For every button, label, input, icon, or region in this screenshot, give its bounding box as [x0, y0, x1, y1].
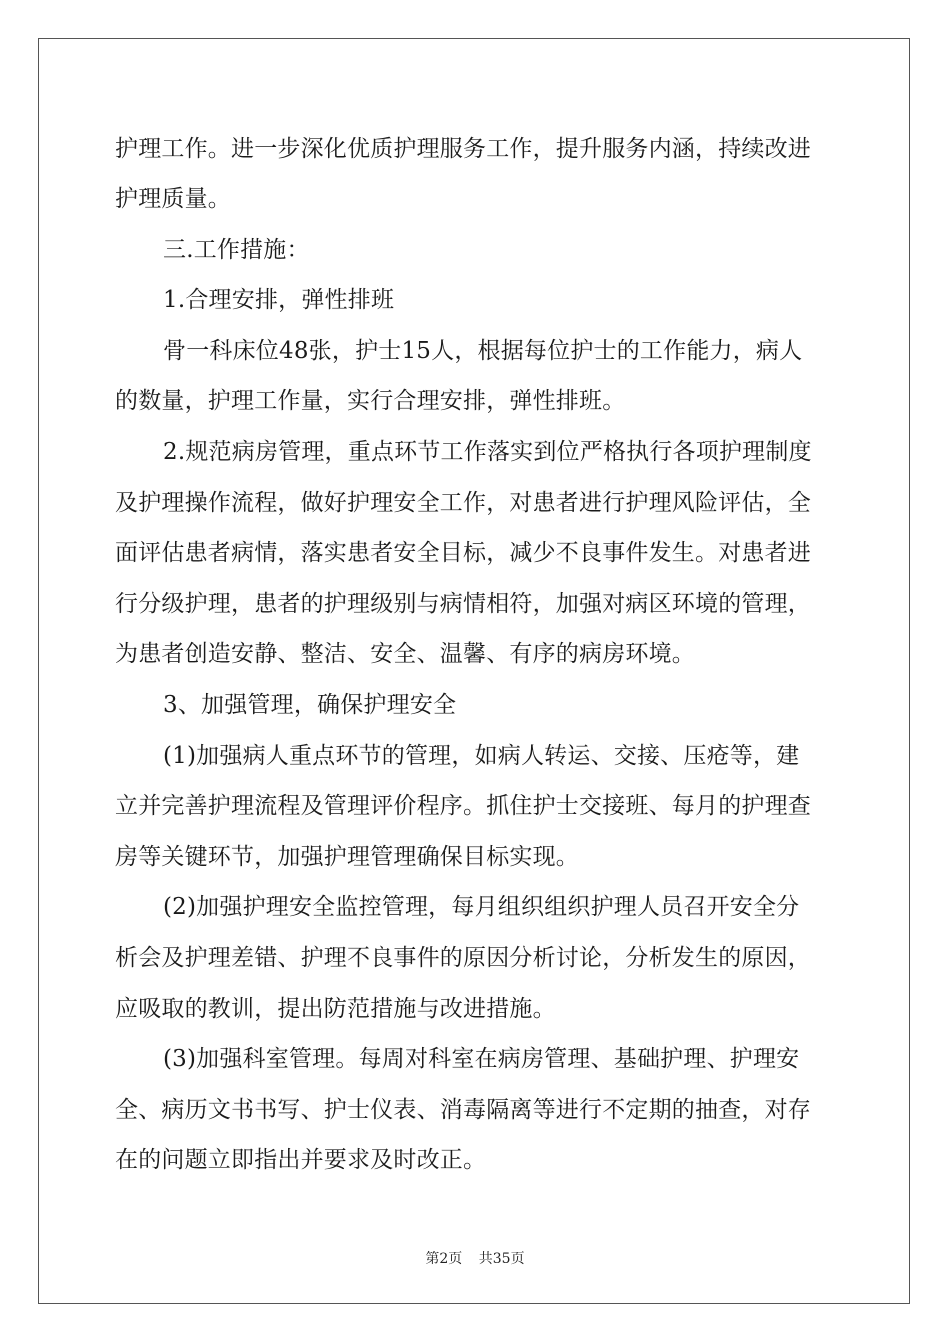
subsection-heading: 1.合理安排，弹性排班: [163, 287, 395, 313]
subsection-heading: 3、加强管理，确保护理安全: [163, 692, 457, 718]
text-line: 房等关键环节，加强护理管理确保目标实现。: [115, 844, 579, 870]
page-total: 共35页: [478, 1251, 525, 1267]
text-line: (2)加强护理安全监控管理，每月组织组织护理人员召开安全分: [163, 894, 800, 920]
text-line: 2.规范病房管理，重点环节工作落实到位严格执行各项护理制度: [163, 439, 812, 465]
text-line: 析会及护理差错、护理不良事件的原因分析讨论，分析发生的原因，: [115, 945, 811, 971]
text-line: 为患者创造安静、整洁、安全、温馨、有序的病房环境。: [115, 641, 695, 667]
text-line: 在的问题立即指出并要求及时改正。: [115, 1147, 487, 1173]
text-line: (3)加强科室管理。每周对科室在病房管理、基础护理、护理安: [163, 1046, 800, 1072]
text-line: 全、病历文书书写、护士仪表、消毒隔离等进行不定期的抽查，对存: [115, 1097, 811, 1123]
text-line: 骨一科床位48张，护士15人，根据每位护士的工作能力，病人: [163, 338, 803, 364]
text-line: 护理质量。: [115, 186, 231, 212]
text-line: 立并完善护理流程及管理评价程序。抓住护士交接班、每月的护理查: [115, 793, 811, 819]
text-line: 护理工作。进一步深化优质护理服务工作，提升服务内涵，持续改进: [115, 136, 811, 162]
text-line: 应吸取的教训，提出防范措施与改进措施。: [115, 996, 556, 1022]
page-number: 第2页: [425, 1251, 463, 1267]
text-line: (1)加强病人重点环节的管理，如病人转运、交接、压疮等，建: [163, 743, 800, 769]
text-line: 面评估患者病情，落实患者安全目标，减少不良事件发生。对患者进: [115, 540, 811, 566]
section-heading: 三.工作措施：: [163, 237, 310, 263]
page-footer: [0, 1248, 950, 1268]
text-line: 行分级护理，患者的护理级别与病情相符，加强对病区环境的管理，: [115, 591, 811, 617]
text-line: 的数量，护理工作量，实行合理安排，弹性排班。: [115, 388, 626, 414]
text-line: 及护理操作流程，做好护理安全工作，对患者进行护理风险评估，全: [115, 490, 811, 516]
